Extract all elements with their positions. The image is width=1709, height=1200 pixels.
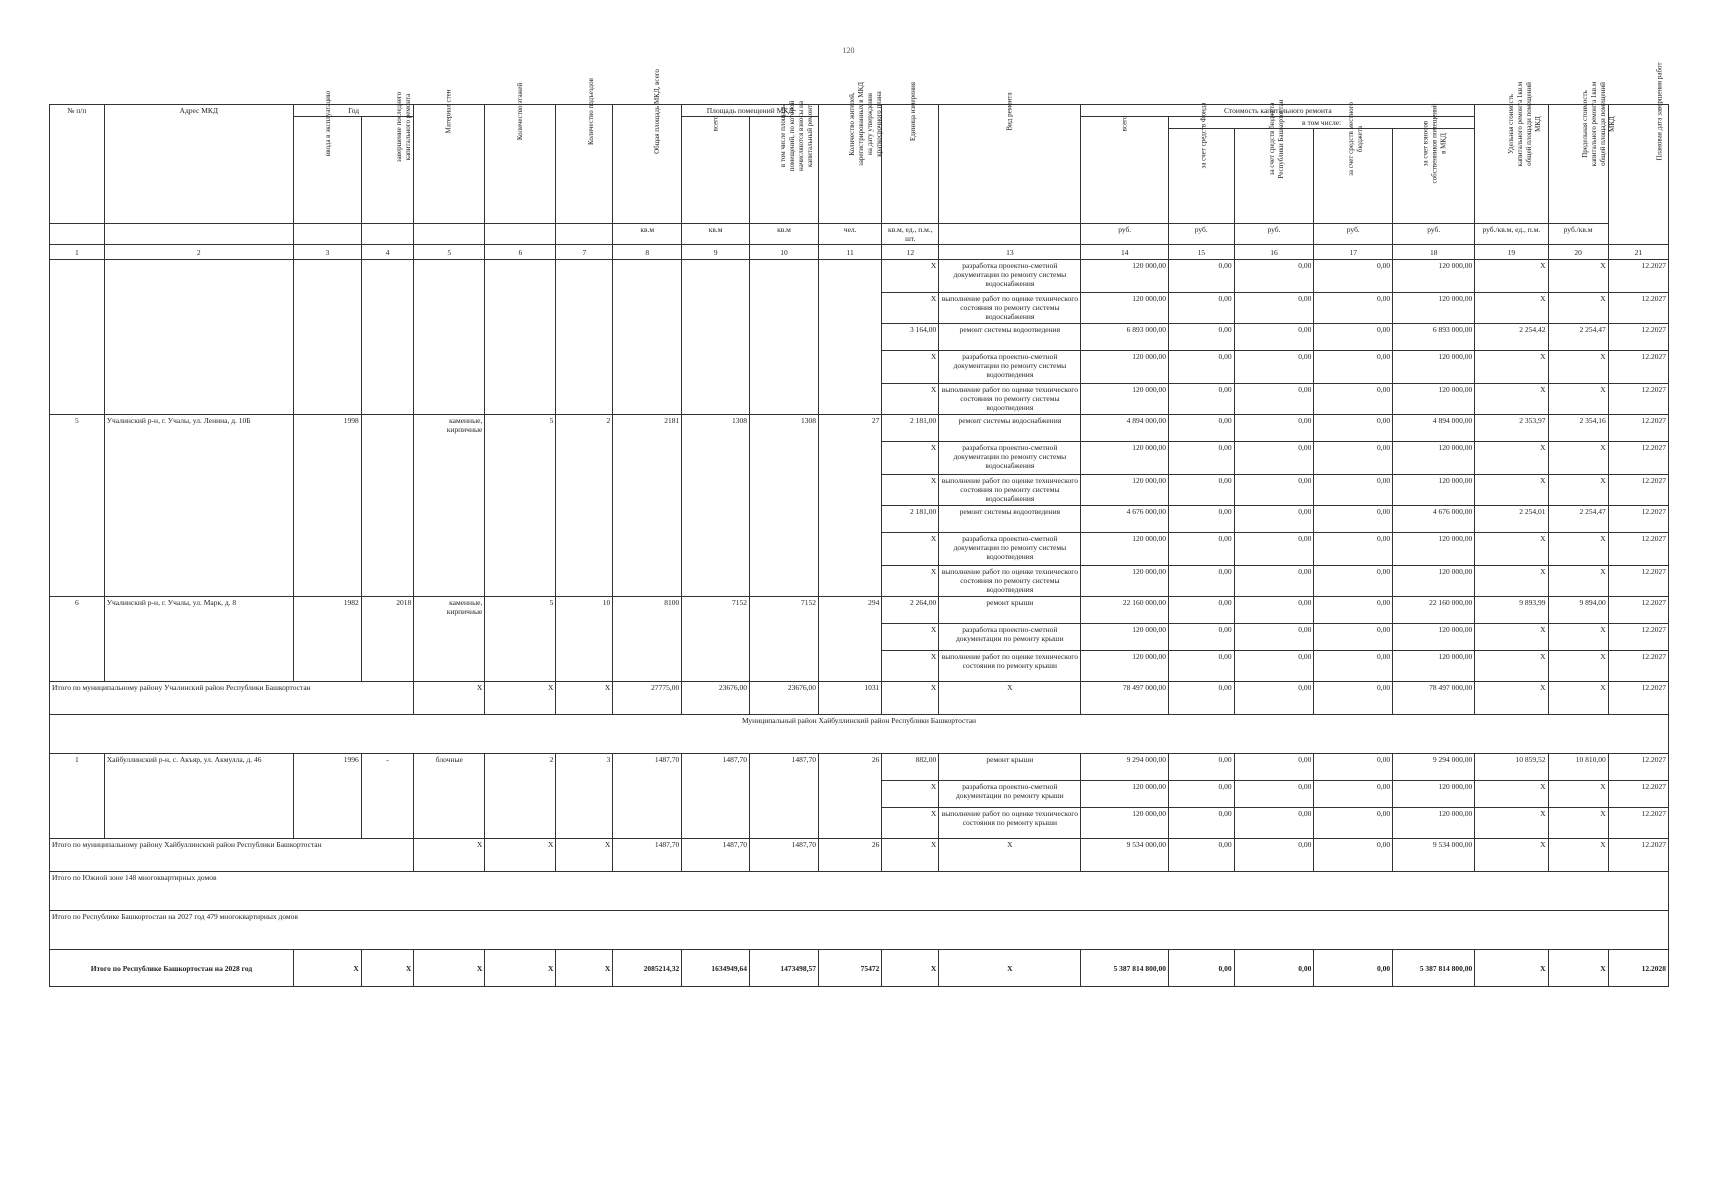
col-num: 13: [939, 245, 1081, 260]
house-address: Учалинский р-н, г. Учалы, ул. Ленина, д. 10Б: [104, 415, 293, 597]
col-num: 12: [882, 245, 939, 260]
col-num: 15: [1168, 245, 1234, 260]
unit-rub: руб.: [1314, 224, 1393, 245]
header-total-area: Общая площадь МКД, всего: [613, 105, 682, 224]
header-year-commission: ввода в эксплуатацию: [293, 117, 361, 224]
header-residents: Количество жителей, зарегистрированных в МКД на дату утверждения краткосрочного плана: [818, 105, 881, 224]
table-row: X выполнение работ по оценке технического состояния по ремонту системы водоотведения 120 000,00 0,00 0,00 0,00 120 000,00 X X 12.2027: [50, 384, 1669, 415]
table-row: X выполнение работ по оценке технического состояния по ремонту крыши 120 000,00 0,00 0,00 0,00 120 000,00 X X 12.2027: [50, 808, 1669, 839]
units-row: [50, 224, 1669, 245]
table-row: X разработка проектно-сметной документации по ремонту крыши 120 000,00 0,00 0,00 0,00 120 000,00 X X 12.2027: [50, 624, 1669, 651]
col-num: 18: [1393, 245, 1475, 260]
table-row: 2 181,00 ремонт системы водоотведения 4 676 000,00 0,00 0,00 0,00 4 676 000,00 2 254,01 2 254,47 12.2027: [50, 506, 1669, 533]
header-address: Адрес МКД: [104, 105, 293, 224]
house-address: Учалинский р-н, г. Учалы, ул. Марк, д. 8: [104, 597, 293, 682]
table-row: 3 164,00 ремонт системы водоотведения 6 893 000,00 0,00 0,00 0,00 6 893 000,00 2 254,42 2 254,47 12.2027: [50, 324, 1669, 351]
header-floors: Количество этажей: [485, 105, 556, 224]
district-total-row: Итого по муниципальному району Учалинский район Республики Башкортостан X X X 27775,00 23676,00 23676,00 1031 X X 78 497 000,00 0,00 0,00 0,00 78 497 000,00 X X 12.2027: [50, 682, 1669, 715]
unit-sqm: кв.м: [613, 224, 682, 245]
house-number: 6: [50, 597, 105, 682]
district-total-label: Итого по муниципальному району Хайбуллинский район Республики Башкортостан: [50, 839, 414, 872]
col-num: 7: [556, 245, 613, 260]
header-plan-date: Плановая дата завершения работ: [1608, 105, 1668, 245]
col-num: 17: [1314, 245, 1393, 260]
republic-2028-total-row: Итого по Республике Башкортостан на 2028 год X X X X X 2085214,32 1634949,64 1473498,57 75472 X X 5 387 814 800,00 0,00 0,00 0,00 5 387 814 800,00 X X 12.2028: [50, 950, 1669, 987]
col-num: 10: [750, 245, 819, 260]
header-cost-republic: за счет средств бюджета Республики Башкортостан: [1234, 129, 1314, 224]
table-row: X выполнение работ по оценке технического состояния по ремонту системы водоотведения 120 000,00 0,00 0,00 0,00 120 000,00 X X 12.2027: [50, 566, 1669, 597]
header-repair-type: Вид ремонта: [939, 105, 1081, 224]
col-num: 14: [1081, 245, 1169, 260]
col-num: 21: [1608, 245, 1668, 260]
table-row: X разработка проектно-сметной документации по ремонту системы водоснабжения 120 000,00 0,00 0,00 0,00 120 000,00 X X 12.2027: [50, 442, 1669, 475]
header-cost-fund: за счет средств Фонда: [1168, 129, 1234, 224]
republic-2028-total-label: Итого по Республике Башкортостан на 2028 год: [50, 950, 294, 987]
unit-rub-sqm: руб./кв.м: [1548, 224, 1608, 245]
header-unit-cost: Удельная стоимость капитального ремонта 1кв.м общей площади помещений МКД: [1475, 105, 1548, 224]
unit-rub-per: руб./кв.м, ед., п.м.: [1475, 224, 1548, 245]
col-num: 11: [818, 245, 881, 260]
header-limit-cost: Предельная стоимость капитального ремонта 1кв.м общей площади помещений МКД: [1548, 105, 1608, 224]
table-row: X разработка проектно-сметной документации по ремонту системы водоснабжения 120 000,00 0,00 0,00 0,00 120 000,00 X X 12.2027: [50, 260, 1669, 293]
header-cost: Стоимость капитального ремонта: [1081, 105, 1475, 117]
header-cost-total: всего: [1081, 117, 1169, 224]
col-num: 6: [485, 245, 556, 260]
unit-people: чел.: [818, 224, 881, 245]
unit-sqm: кв.м: [682, 224, 750, 245]
unit-rub: руб.: [1393, 224, 1475, 245]
house-address: Хайбуллинский р-н, с. Акъяр, ул. Акмулла, д. 46: [104, 754, 293, 839]
capital-repair-table: [49, 62, 1669, 987]
house-number: 5: [50, 415, 105, 597]
unit-measure: кв.м, ед., п.м., шт.: [882, 224, 939, 245]
zone-total-row: [50, 872, 1669, 911]
district-total-row: Итого по муниципальному району Хайбуллинский район Республики Башкортостан X X X 1487,70 1487,70 1487,70 26 X X 9 534 000,00 0,00 0,00 0,00 9 534 000,00 X X 12.2027: [50, 839, 1669, 872]
col-num: 5: [414, 245, 485, 260]
section-header-row: [50, 715, 1669, 754]
unit-sqm: кв.м: [750, 224, 819, 245]
table-row: 1 Хайбуллинский р-н, с. Акъяр, ул. Акмулла, д. 46 1996 - блочные 2 3 1487,70 1487,70 1487,70 26 882,00 ремонт крыши 9 294 000,00 0,00 0,00 0,00 9 294 000,00 10 859,52 10 810,00 12.2027: [50, 754, 1669, 781]
header-year: Год: [293, 105, 413, 117]
table-row: X выполнение работ по оценке технического состояния по ремонту системы водоснабжения 120 000,00 0,00 0,00 0,00 120 000,00 X X 12.2027: [50, 475, 1669, 506]
header-cost-local: за счет средств местного бюджета: [1314, 129, 1393, 224]
page-number: 120: [842, 46, 855, 55]
table-row: X выполнение работ по оценке технического состояния по ремонту крыши 120 000,00 0,00 0,00 0,00 120 000,00 X X 12.2027: [50, 651, 1669, 682]
col-num: 1: [50, 245, 105, 260]
section-title: Муниципальный район Хайбуллинский район Республики Башкортостан: [50, 715, 1669, 754]
header-unit-measure: Единица измерения: [882, 105, 939, 224]
col-num: 16: [1234, 245, 1314, 260]
column-numbers-row: [50, 245, 1669, 260]
table-row: X разработка проектно-сметной документации по ремонту системы водоотведения 120 000,00 0,00 0,00 0,00 120 000,00 X X 12.2027: [50, 533, 1669, 566]
zone-total-label: Итого по Южной зоне 148 многоквартирных домов: [50, 872, 1669, 911]
house-number: 1: [50, 754, 105, 839]
col-num: 19: [1475, 245, 1548, 260]
header-premises: Площадь помещений МКД: [682, 105, 819, 117]
col-num: 20: [1548, 245, 1608, 260]
table-row: 6 Учалинский р-н, г. Учалы, ул. Марк, д. 8 1982 2018 каменные, кирпичные 5 10 8100 7152 7152 294 2 264,00 ремонт крыши 22 160 000,00 0,00 0,00 0,00 22 160 000,00 9 893,99 9 894,00 12.2027: [50, 597, 1669, 624]
col-num: 9: [682, 245, 750, 260]
table-row: X выполнение работ по оценке технического состояния по ремонту системы водоснабжения 120 000,00 0,00 0,00 0,00 120 000,00 X X 12.2027: [50, 293, 1669, 324]
unit-rub: руб.: [1168, 224, 1234, 245]
republic-2027-total-row: [50, 911, 1669, 950]
header-year-last-repair: завершение последнего капитального ремонта: [361, 117, 414, 224]
header-premises-total: всего: [682, 117, 750, 224]
col-num: 8: [613, 245, 682, 260]
header-no: № п/п: [50, 105, 105, 224]
unit-rub: руб.: [1081, 224, 1169, 245]
col-num: 2: [104, 245, 293, 260]
col-num: 3: [293, 245, 361, 260]
table-row: 5 Учалинский р-н, г. Учалы, ул. Ленина, д. 10Б 1998 каменные, кирпичные 5 2 2181 1308 1308 27 2 181,00 ремонт системы водоснабжения 4 894 000,00 0,00 0,00 0,00 4 894 000,00 2 353,97 2 354,16 12.2027: [50, 415, 1669, 442]
republic-2027-total-label: Итого по Республике Башкортостан на 2027 год 479 многоквартирных домов: [50, 911, 1669, 950]
col-num: 4: [361, 245, 414, 260]
header-premises-paying: в том числе площадь помещений, по которой начисляются взносы на капитальный ремонт: [750, 117, 819, 224]
district-total-label: Итого по муниципальному району Учалинский район Республики Башкортостан: [50, 682, 414, 715]
header-incl: в том числе:: [1168, 117, 1474, 129]
header-cost-owners: за счет взносов собственников помещений в МКД: [1393, 129, 1475, 224]
table-row: X разработка проектно-сметной документации по ремонту крыши 120 000,00 0,00 0,00 0,00 120 000,00 X X 12.2027: [50, 781, 1669, 808]
header-wall-material: Материал стен: [414, 105, 485, 224]
unit-rub: руб.: [1234, 224, 1314, 245]
table-row: X разработка проектно-сметной документации по ремонту системы водоотведения 120 000,00 0,00 0,00 0,00 120 000,00 X X 12.2027: [50, 351, 1669, 384]
header-entrances: Количество подъездов: [556, 105, 613, 224]
